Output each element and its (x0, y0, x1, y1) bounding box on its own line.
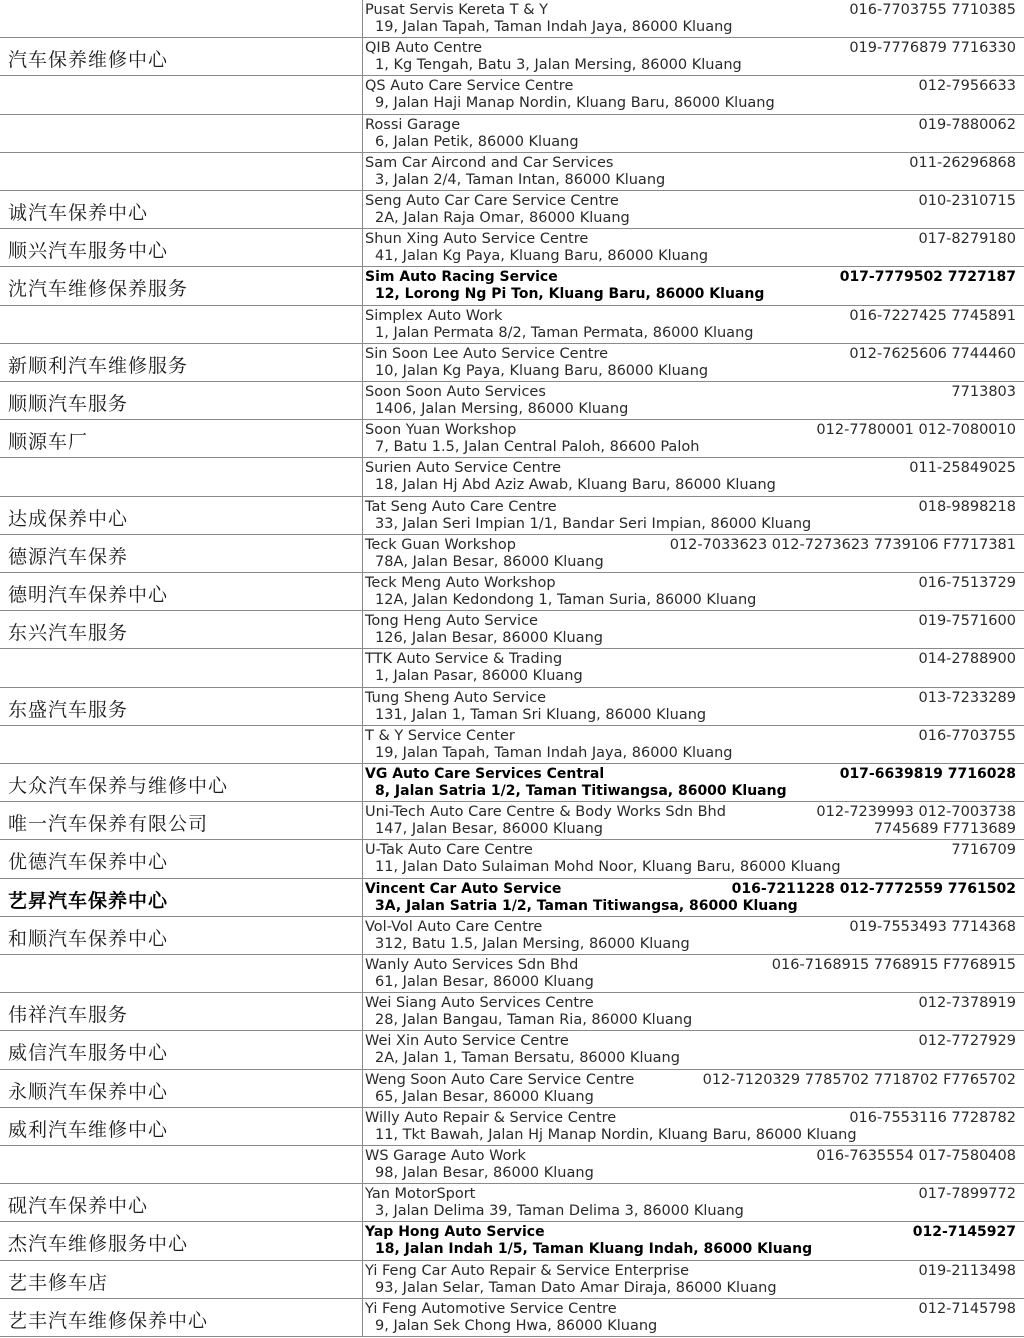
business-address: 131, Jalan 1, Taman Sri Kluang, 86000 Kluang (375, 706, 707, 723)
phone-numbers: 018-9898218 (918, 498, 1016, 515)
listing-row (0, 535, 1024, 573)
chinese-name: 优德汽车保养中心 (8, 851, 169, 874)
business-details (362, 688, 1016, 726)
business-details (362, 840, 1016, 878)
phone-numbers: 017-8279180 (918, 231, 1016, 248)
phone-numbers: 7713803 (951, 384, 1016, 400)
listing-row (0, 191, 1024, 229)
business-details (362, 420, 1016, 458)
business-details (362, 993, 1016, 1031)
business-address: 8, Jalan Satria 1/2, Taman Titiwangsa, 86000 Kluang (375, 783, 787, 799)
listing-row (0, 1261, 1024, 1299)
business-details (362, 1184, 1016, 1222)
business-name: Willy Auto Repair & Service Centre (365, 1109, 617, 1126)
business-details (362, 802, 1016, 840)
business-address: 93, Jalan Selar, Taman Dato Amar Diraja, 86000 Kluang (375, 1279, 777, 1296)
business-address: 1406, Jalan Mersing, 86000 Kluang (375, 401, 629, 417)
listing-row (0, 267, 1024, 305)
business-details (362, 1146, 1016, 1184)
chinese-name: 艺丰汽车维修保养中心 (8, 1309, 209, 1332)
business-name: Sim Auto Racing Service (365, 269, 558, 286)
chinese-name: 砚汽车保养中心 (8, 1195, 149, 1218)
phone-numbers: 016-7513729 (918, 575, 1016, 591)
business-address: 11, Tkt Bawah, Jalan Hj Manap Nordin, Kluang Baru, 86000 Kluang (375, 1126, 857, 1143)
chinese-name: 杰汽车维修服务中心 (8, 1233, 189, 1256)
listing-row (0, 420, 1024, 458)
listing-row (0, 38, 1024, 76)
business-name: Soon Soon Auto Services (365, 384, 546, 400)
chinese-name: 大众汽车保养与维修中心 (8, 775, 229, 797)
phone-numbers: 016-7168915 7768915 F7768915 (771, 957, 1016, 973)
business-address: 147, Jalan Besar, 86000 Kluang (375, 821, 603, 838)
business-name: Tat Seng Auto Care Centre (365, 498, 557, 515)
business-name: Uni-Tech Auto Care Centre & Body Works Sdn Bhd (365, 804, 726, 821)
business-address: 1, Jalan Pasar, 86000 Kluang (375, 668, 583, 685)
phone-numbers: 012-7145927 (912, 1224, 1016, 1241)
business-address: 9, Jalan Sek Chong Hwa, 86000 Kluang (375, 1317, 658, 1334)
business-details (362, 611, 1016, 649)
chinese-name: 唯一汽车保养有限公司 (8, 813, 209, 836)
chinese-name: 伟祥汽车服务 (8, 1004, 129, 1027)
business-address: 3, Jalan Delima 39, Taman Delima 3, 86000 Kluang (375, 1203, 744, 1220)
phone-numbers: 019-7553493 7714368 (849, 918, 1016, 935)
business-name: U-Tak Auto Care Centre (365, 842, 533, 859)
listing-row (0, 726, 1024, 764)
listing-row (0, 382, 1024, 420)
business-address: 18, Jalan Hj Abd Aziz Awab, Kluang Baru, 86000 Kluang (375, 477, 776, 494)
business-name: Sam Car Aircond and Car Services (365, 154, 614, 171)
business-name: Sin Soon Lee Auto Service Centre (365, 345, 609, 362)
phone-numbers: 016-7703755 7710385 (849, 2, 1016, 18)
chinese-name: 艺丰修车店 (8, 1271, 109, 1294)
business-details (362, 726, 1016, 764)
listing-row (0, 955, 1024, 993)
business-address: 1, Jalan Permata 8/2, Taman Permata, 86000 Kluang (375, 324, 754, 341)
business-name: WS Garage Auto Work (365, 1148, 526, 1164)
business-address: 2A, Jalan Raja Omar, 86000 Kluang (375, 210, 630, 226)
chinese-name: 顺顺汽车服务 (8, 393, 129, 415)
phone-numbers: 017-7779502 7727187 (839, 269, 1016, 286)
phone-numbers: 014-2788900 (918, 651, 1016, 668)
business-name: Teck Guan Workshop (365, 536, 516, 553)
business-details (362, 229, 1016, 267)
chinese-name: 德源汽车保养 (8, 545, 129, 568)
listing-row (0, 153, 1024, 191)
business-details (362, 0, 1016, 38)
business-name: Pusat Servis Kereta T & Y (365, 2, 548, 18)
phone-numbers: 019-2113498 (918, 1262, 1016, 1279)
phone-numbers: 017-6639819 7716028 (839, 766, 1016, 782)
phone-numbers: 012-7120329 7785702 7718702 F7765702 (702, 1071, 1016, 1088)
chinese-name: 永顺汽车保养中心 (8, 1080, 169, 1103)
chinese-name: 新顺利汽车维修服务 (8, 354, 189, 377)
listing-row (0, 1108, 1024, 1146)
business-name: QIB Auto Centre (365, 40, 483, 57)
business-details (362, 497, 1016, 535)
business-address: 12A, Jalan Kedondong 1, Taman Suria, 86000 Kluang (375, 592, 757, 608)
listing-row (0, 802, 1024, 840)
listing-row (0, 76, 1024, 114)
business-name: TTK Auto Service & Trading (365, 651, 563, 668)
business-address: 65, Jalan Besar, 86000 Kluang (375, 1088, 594, 1105)
business-name: Seng Auto Car Care Service Centre (365, 193, 619, 209)
business-name: Surien Auto Service Centre (365, 460, 562, 477)
business-details (362, 879, 1016, 917)
chinese-name: 达成保养中心 (8, 507, 129, 530)
listing-row (0, 1070, 1024, 1108)
listing-row (0, 229, 1024, 267)
listing-row (0, 344, 1024, 382)
phone-numbers: 016-7211228 012-7772559 7761502 (731, 880, 1016, 897)
phone-numbers: 016-7227425 7745891 (849, 307, 1016, 324)
business-name: T & Y Service Center (365, 727, 515, 744)
phone-numbers: 012-7956633 (918, 78, 1016, 95)
chinese-name: 威信汽车服务中心 (8, 1042, 169, 1065)
business-name: Shun Xing Auto Service Centre (365, 231, 589, 248)
business-details (362, 1108, 1016, 1146)
business-name: VG Auto Care Services Central (365, 766, 605, 782)
chinese-name (8, 732, 353, 764)
phone-numbers: 016-7703755 (918, 727, 1016, 744)
phone-numbers: 011-25849025 (909, 460, 1016, 477)
chinese-name: 顺源车厂 (8, 431, 89, 454)
listing-row (0, 649, 1024, 687)
business-name: Vincent Car Auto Service (365, 880, 562, 897)
listing-row (0, 611, 1024, 649)
phone-numbers: 012-7727929 (918, 1033, 1016, 1050)
chinese-name: 诚汽车保养中心 (8, 202, 149, 224)
chinese-name (8, 121, 353, 153)
business-details (362, 1222, 1016, 1260)
chinese-name (8, 1152, 353, 1184)
chinese-name (8, 82, 353, 114)
phone-numbers: 019-7571600 (918, 613, 1016, 630)
business-address: 7, Batu 1.5, Jalan Central Paloh, 86600 Paloh (375, 439, 700, 456)
business-address: 3, Jalan 2/4, Taman Intan, 86000 Kluang (375, 171, 666, 188)
business-details (362, 535, 1016, 573)
business-details (362, 1299, 1016, 1337)
business-name: Soon Yuan Workshop (365, 422, 517, 439)
phone-numbers: 019-7880062 (918, 116, 1016, 133)
chinese-name: 艺昇汽车保养中心 (8, 889, 169, 912)
phone-numbers: 012-7378919 (918, 995, 1016, 1012)
business-details (362, 649, 1016, 687)
listing-row (0, 0, 1024, 38)
listing-row (0, 1184, 1024, 1222)
business-name: QS Auto Care Service Centre (365, 78, 574, 95)
listing-row (0, 917, 1024, 955)
phone-numbers: 012-7625606 7744460 (849, 345, 1016, 362)
business-address: 19, Jalan Tapah, Taman Indah Jaya, 86000 Kluang (375, 744, 733, 761)
phone-numbers: 016-7635554 017-7580408 (816, 1148, 1016, 1164)
listing-row (0, 993, 1024, 1031)
phone-numbers: 011-26296868 (909, 154, 1016, 171)
business-name: Weng Soon Auto Care Service Centre (365, 1071, 635, 1088)
listing-row (0, 497, 1024, 535)
business-details (362, 344, 1016, 382)
chinese-name: 威利汽车维修中心 (8, 1118, 169, 1141)
chinese-name: 德明汽车保养中心 (8, 584, 169, 606)
phone-numbers-secondary: 7745689 F7713689 (873, 821, 1016, 838)
listing-row (0, 840, 1024, 878)
business-name: Yi Feng Automotive Service Centre (365, 1300, 617, 1317)
business-name: Wei Siang Auto Services Centre (365, 995, 594, 1012)
business-address: 98, Jalan Besar, 86000 Kluang (375, 1165, 594, 1181)
business-name: Vol-Vol Auto Care Centre (365, 918, 543, 935)
business-name: Wanly Auto Services Sdn Bhd (365, 957, 579, 973)
business-name: Yi Feng Car Auto Repair & Service Enterprise (365, 1262, 690, 1279)
business-address: 18, Jalan Indah 1/5, Taman Kluang Indah, 86000 Kluang (375, 1241, 813, 1258)
business-details (362, 764, 1016, 802)
listing-row (0, 115, 1024, 153)
phone-numbers: 010-2310715 (918, 193, 1016, 209)
business-address: 12, Lorong Ng Pi Ton, Kluang Baru, 86000 Kluang (375, 286, 765, 303)
listing-row (0, 573, 1024, 611)
business-address: 41, Jalan Kg Paya, Kluang Baru, 86000 Kluang (375, 248, 709, 265)
business-name: Rossi Garage (365, 116, 461, 133)
chinese-name (8, 159, 353, 191)
business-address: 61, Jalan Besar, 86000 Kluang (375, 974, 594, 990)
business-address: 1, Kg Tengah, Batu 3, Jalan Mersing, 86000 Kluang (375, 57, 742, 74)
business-details (362, 38, 1016, 76)
business-details (362, 1070, 1016, 1108)
chinese-name (8, 464, 353, 496)
business-address: 10, Jalan Kg Paya, Kluang Baru, 86000 Kluang (375, 362, 709, 379)
listing-row (0, 1299, 1024, 1337)
chinese-name: 沈汽车维修保养服务 (8, 278, 189, 301)
chinese-name (8, 312, 353, 344)
chinese-name (8, 655, 353, 687)
phone-numbers: 7716709 (951, 842, 1016, 859)
listing-row (0, 879, 1024, 917)
business-details (362, 306, 1016, 344)
listing-row (0, 688, 1024, 726)
phone-numbers: 019-7776879 7716330 (849, 40, 1016, 57)
business-details (362, 153, 1016, 191)
business-address: 9, Jalan Haji Manap Nordin, Kluang Baru, 86000 Kluang (375, 95, 775, 112)
business-address: 33, Jalan Seri Impian 1/1, Bandar Seri Impian, 86000 Kluang (375, 515, 812, 532)
phone-numbers: 016-7553116 7728782 (849, 1109, 1016, 1126)
business-details (362, 115, 1016, 153)
business-address: 19, Jalan Tapah, Taman Indah Jaya, 86000 Kluang (375, 19, 733, 35)
business-details (362, 573, 1016, 611)
phone-numbers: 012-7239993 012-7003738 (816, 804, 1016, 821)
phone-numbers: 012-7780001 012-7080010 (816, 422, 1016, 439)
chinese-name (8, 6, 353, 38)
chinese-name (8, 961, 353, 993)
listing-row (0, 1146, 1024, 1184)
chinese-name: 东兴汽车服务 (8, 622, 129, 645)
business-address: 6, Jalan Petik, 86000 Kluang (375, 133, 579, 150)
business-details (362, 1031, 1016, 1069)
business-name: Tong Heng Auto Service (365, 613, 538, 630)
business-details (362, 382, 1016, 420)
listing-row (0, 1222, 1024, 1260)
listing-row (0, 764, 1024, 802)
phone-numbers: 012-7145798 (918, 1300, 1016, 1317)
business-name: Yan MotorSport (365, 1186, 476, 1203)
chinese-name: 汽车保养维修中心 (8, 49, 169, 72)
phone-numbers: 013-7233289 (918, 689, 1016, 706)
business-address: 3A, Jalan Satria 1/2, Taman Titiwangsa, 86000 Kluang (375, 897, 798, 914)
listing-row (0, 1031, 1024, 1069)
business-details (362, 1261, 1016, 1299)
business-details (362, 955, 1016, 993)
business-address: 312, Batu 1.5, Jalan Mersing, 86000 Kluang (375, 935, 690, 952)
business-address: 78A, Jalan Besar, 86000 Kluang (375, 553, 604, 570)
phone-numbers: 017-7899772 (918, 1186, 1016, 1203)
phone-numbers: 012-7033623 012-7273623 7739106 F7717381 (669, 536, 1016, 553)
business-address: 11, Jalan Dato Sulaiman Mohd Noor, Kluang Baru, 86000 Kluang (375, 859, 841, 876)
business-details (362, 917, 1016, 955)
business-details (362, 267, 1016, 305)
listing-row (0, 306, 1024, 344)
business-name: Tung Sheng Auto Service (365, 689, 547, 706)
business-details (362, 76, 1016, 114)
business-name: Yap Hong Auto Service (365, 1224, 545, 1241)
business-name: Teck Meng Auto Workshop (365, 575, 556, 591)
business-name: Simplex Auto Work (365, 307, 503, 324)
business-address: 126, Jalan Besar, 86000 Kluang (375, 630, 603, 647)
chinese-name: 东盛汽车服务 (8, 698, 129, 721)
business-address: 2A, Jalan 1, Taman Bersatu, 86000 Kluang (375, 1050, 680, 1067)
business-address: 28, Jalan Bangau, Taman Ria, 86000 Kluang (375, 1012, 693, 1029)
chinese-name: 和顺汽车保养中心 (8, 927, 169, 950)
chinese-name: 顺兴汽车服务中心 (8, 240, 169, 263)
listing-row (0, 458, 1024, 496)
business-details (362, 191, 1016, 229)
business-details (362, 458, 1016, 496)
business-name: Wei Xin Auto Service Centre (365, 1033, 569, 1050)
